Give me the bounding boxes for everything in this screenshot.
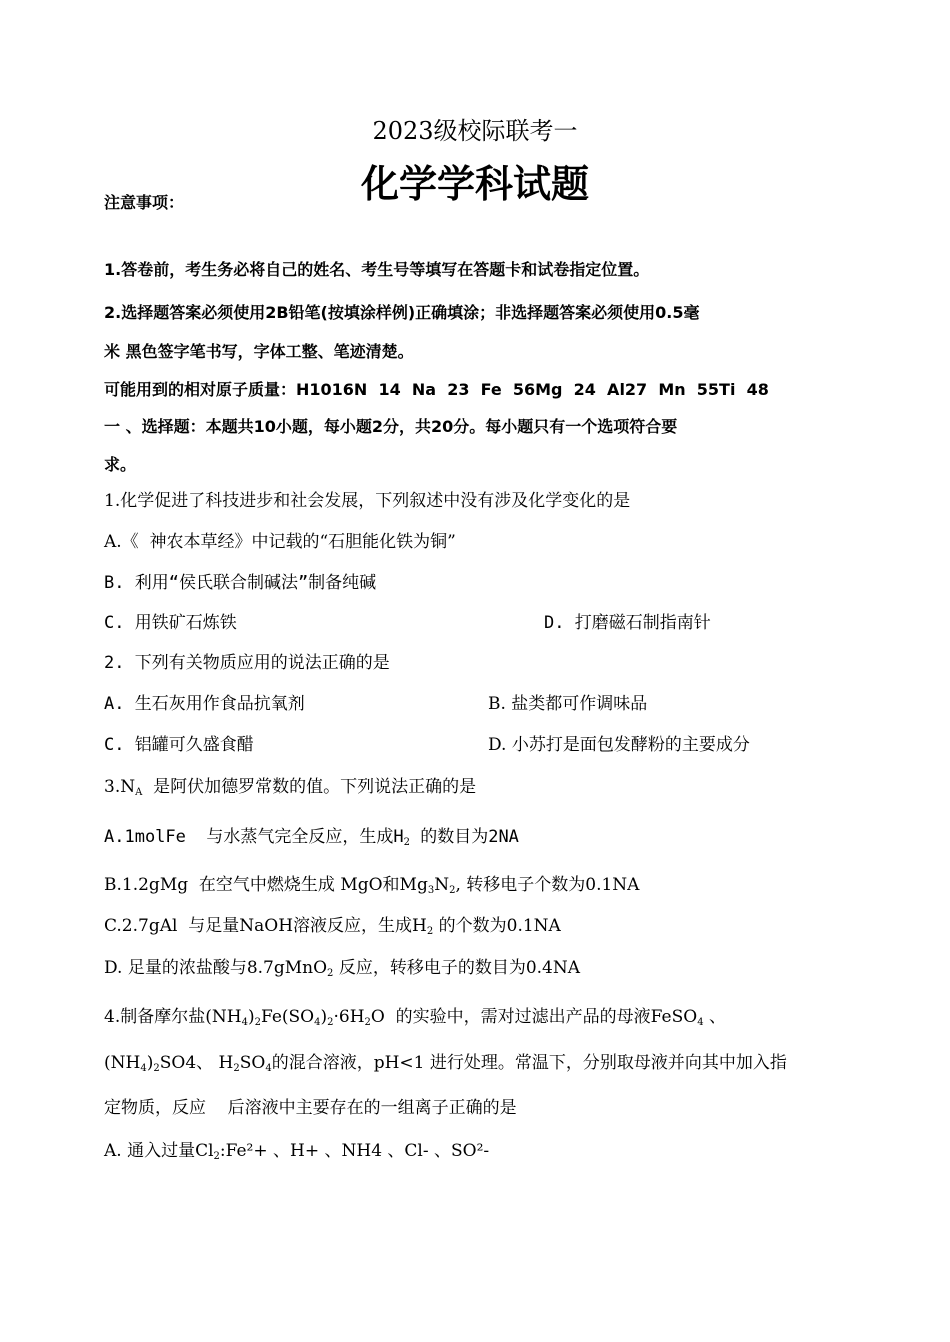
q4-option-a: A. 通入过量$Cl_2:Fe^2+$ 、H+ 、NH4 、Cl- 、SO²- (104, 1141, 490, 1162)
exam-title: 2023级校际联考一 (372, 117, 578, 145)
notice-heading: 注意事项： (104, 193, 185, 212)
q1-option-c: C. 用铁矿石炼铁 (104, 613, 237, 633)
q2-option-d: D. 小苏打是面包发酵粉的主要成分 (488, 735, 750, 755)
q4-stem-line-3: 定物质，反应 后溶液中主要存在的一组离子正确的是 (104, 1098, 517, 1118)
q1-stem: 1.化学促进了科技进步和社会发展，下列叙述中没有涉及化学变化的是 (104, 491, 631, 511)
q1-option-a: A.《 神农本草经》中记载的“石胆能化铁为铜” (104, 532, 456, 552)
q3-option-d: D. 足量的浓盐酸与8.7gMnO$_2$ 反应，转移电子的数目为0.4NA (104, 958, 581, 979)
q2-option-b: B. 盐类都可作调味品 (488, 694, 648, 714)
q3-option-b: B.1.2gMg 在空气中燃烧生成 MgO和$Mg_3N_2$, 转移电子个数为0.1NA (104, 875, 640, 896)
q3-stem: $3.N_A$ 是阿伏加德罗常数的值。下列说法正确的是 (104, 777, 477, 798)
q3-option-c: C.2.7gAl 与足量NaOH溶液反应，生成$H_2$ 的个数为0.1NA (104, 916, 561, 937)
q2-stem: 2. 下列有关物质应用的说法正确的是 (104, 653, 390, 673)
q2-option-a: A. 生石灰用作食品抗氧剂 (104, 694, 305, 714)
q4-stem-line-2: $(NH_4)_2SO4$、 $H_2SO_4$的混合溶液，pH<1 进行处理。常温下，分别取母液并向其中加入指 (104, 1053, 787, 1074)
section-intro-line-2: 求。 (104, 455, 137, 474)
notice-item-1: 1.答卷前，考生务必将自己的姓名、考生号等填写在答题卡和试卷指定位置。 (104, 260, 650, 279)
q3-option-a: A.1molFe 与水蒸气完全反应，生成$H_2$ 的数目为2NA (104, 827, 519, 848)
q2-option-c: C. 铝罐可久盛食醋 (104, 735, 254, 755)
section-intro-line-1: 一 、选择题：本题共10小题，每小题2分，共20分。每小题只有一个选项符合要 (104, 417, 678, 436)
notice-item-2-line-1: 2.选择题答案必须使用2B铅笔(按填涂样例)正确填涂；非选择题答案必须使用0.5毫 (104, 303, 700, 322)
subject-title: 化学学科试题 (360, 162, 589, 206)
q1-option-d: D. 打磨磁石制指南针 (544, 613, 711, 633)
atomic-mass-line: 可能用到的相对原子质量：H1016N 14 Na 23 Fe 56Mg 24 Al27 Mn 55Ti 48 (104, 380, 769, 399)
q4-stem-line-1: 4.制备摩尔盐$(NH_4)_2Fe(SO_4)_2\cdot 6H_2O$ 的实验中，需对过滤出产品的母液FeSO$_4$ 、 (104, 1007, 726, 1028)
notice-item-2-line-2: 米 黑色签字笔书写，字体工整、笔迹清楚。 (104, 342, 414, 361)
q1-option-b: B. 利用“侯氏联合制碱法”制备纯碱 (104, 573, 377, 593)
